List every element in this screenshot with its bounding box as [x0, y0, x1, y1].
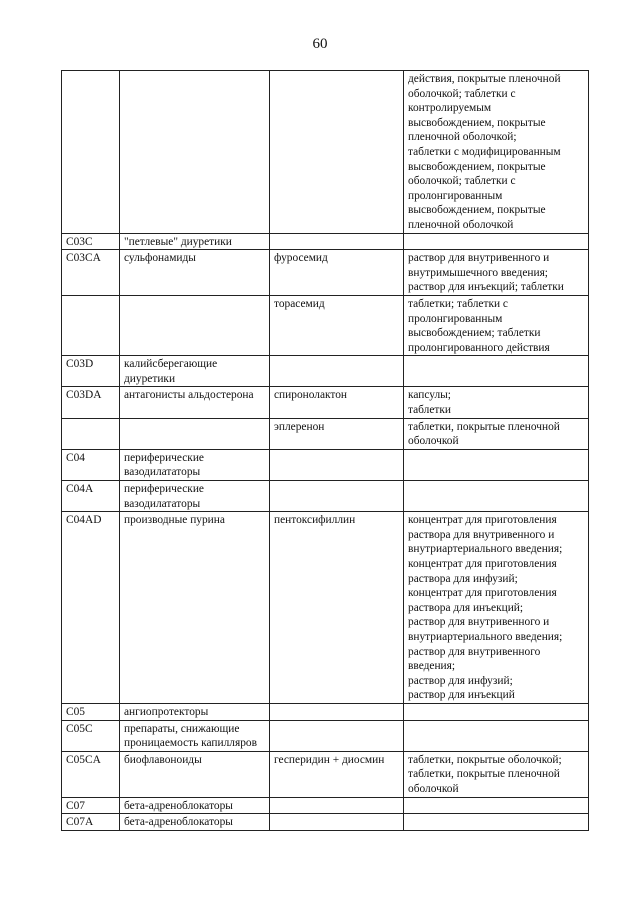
- drug-name-cell: [270, 797, 404, 814]
- atc-code-cell: C05C: [62, 720, 120, 751]
- dosage-form-line: концентрат для приготовления: [408, 587, 557, 600]
- anatomic-group-cell: препараты, снижающие проницаемость капилляров: [120, 720, 270, 751]
- dosage-form-cell: [404, 797, 589, 814]
- table-row: [62, 71, 589, 234]
- anatomic-group-cell: биофлавоноиды: [120, 751, 270, 797]
- drug-name-cell: торасемид: [270, 295, 404, 355]
- dosage-form-line: раствор для внутривенного и: [408, 252, 550, 265]
- table-row: [62, 449, 589, 480]
- table-row: [62, 751, 589, 797]
- anatomic-group-cell: производные пурина: [120, 512, 270, 704]
- table-row: [62, 418, 589, 449]
- atc-code-cell: C04A: [62, 481, 120, 512]
- dosage-form-cell: [404, 387, 589, 418]
- anatomic-group-cell: периферические вазодилататоры: [120, 481, 270, 512]
- atc-code-cell: C05CA: [62, 751, 120, 797]
- anatomic-group-cell: сульфонамиды: [120, 250, 270, 296]
- drug-name-cell: [270, 720, 404, 751]
- dosage-form-cell: [404, 449, 589, 480]
- dosage-form-line: высвобождением, покрытые: [408, 204, 546, 217]
- dosage-form-cell: [404, 512, 589, 704]
- atc-code-cell: [62, 71, 120, 234]
- anatomic-group-cell: [120, 71, 270, 234]
- anatomic-group-cell: бета-адреноблокаторы: [120, 797, 270, 814]
- dosage-form-line: раствор для внутривенного и: [408, 616, 550, 629]
- dosage-form-line: раствора для инфузий;: [408, 572, 518, 585]
- dosage-form-line: концентрат для приготовления: [408, 514, 557, 527]
- drug-name-cell: [270, 71, 404, 234]
- table-row: [62, 295, 589, 355]
- dosage-form-cell: [404, 233, 589, 250]
- anatomic-group-cell: [120, 418, 270, 449]
- table-row: [62, 703, 589, 720]
- atc-code-cell: C07A: [62, 814, 120, 831]
- dosage-form-line: внутриартериального введения;: [408, 630, 563, 643]
- dosage-form-line: пролонгированного действия: [408, 341, 550, 354]
- dosage-form-line: пленочной оболочкой: [408, 218, 514, 231]
- anatomic-group-cell: антагонисты альдостерона: [120, 387, 270, 418]
- dosage-form-cell: [404, 356, 589, 387]
- atc-code-cell: C07: [62, 797, 120, 814]
- atc-code-cell: C03DA: [62, 387, 120, 418]
- dosage-form-line: таблетки, покрытые оболочкой;: [408, 753, 562, 766]
- drug-name-cell: гесперидин + диосмин: [270, 751, 404, 797]
- drug-table: [61, 70, 589, 831]
- drug-name-cell: [270, 481, 404, 512]
- dosage-form-line: оболочкой: [408, 782, 459, 795]
- drug-name-cell: спиронолактон: [270, 387, 404, 418]
- atc-code-cell: [62, 418, 120, 449]
- atc-code-cell: C03C: [62, 233, 120, 250]
- dosage-form-line: раствор для внутривенного: [408, 645, 541, 658]
- drug-name-cell: эплеренон: [270, 418, 404, 449]
- dosage-form-line: таблетки, покрытые пленочной: [408, 768, 560, 781]
- dosage-form-cell: [404, 481, 589, 512]
- anatomic-group-cell: бета-адреноблокаторы: [120, 814, 270, 831]
- page-number: 60: [312, 36, 328, 52]
- dosage-form-line: оболочкой; таблетки с: [408, 175, 516, 188]
- dosage-form-cell: [404, 703, 589, 720]
- table-row: [62, 797, 589, 814]
- dosage-form-line: внутримышечного введения;: [408, 266, 548, 279]
- dosage-form-line: капсулы;: [408, 389, 451, 402]
- dosage-form-cell: [404, 295, 589, 355]
- dosage-form-line: раствор для инфузий;: [408, 674, 513, 687]
- atc-code-cell: C05: [62, 703, 120, 720]
- dosage-form-cell: [404, 71, 589, 234]
- dosage-form-line: высвобождением, покрытые: [408, 116, 546, 129]
- anatomic-group-cell: "петлевые" диуретики: [120, 233, 270, 250]
- dosage-form-line: пролонгированным: [408, 189, 503, 202]
- dosage-form-cell: [404, 814, 589, 831]
- dosage-form-line: действия, покрытые пленочной: [408, 73, 561, 85]
- table-row: [62, 481, 589, 512]
- drug-name-cell: [270, 233, 404, 250]
- table-row: [62, 233, 589, 250]
- anatomic-group-cell: калийсберегающие диуретики: [120, 356, 270, 387]
- atc-code-cell: C03CA: [62, 250, 120, 296]
- atc-code-cell: C04: [62, 449, 120, 480]
- table-row: [62, 387, 589, 418]
- atc-code-cell: C03D: [62, 356, 120, 387]
- dosage-form-line: пленочной оболочкой;: [408, 131, 517, 144]
- dosage-form-line: концентрат для приготовления: [408, 558, 557, 570]
- anatomic-group-cell: ангиопротекторы: [120, 703, 270, 720]
- anatomic-group-cell: периферические вазодилататоры: [120, 449, 270, 480]
- dosage-form-line: раствор для инъекций: [408, 689, 515, 702]
- drug-name-cell: [270, 703, 404, 720]
- dosage-form-cell: [404, 751, 589, 797]
- dosage-form-line: внутриартериального введения;: [408, 543, 563, 556]
- table-row: [62, 512, 589, 704]
- dosage-form-line: высвобождением; таблетки: [408, 327, 541, 340]
- dosage-form-cell: [404, 250, 589, 296]
- table-row: [62, 356, 589, 387]
- dosage-form-cell: [404, 720, 589, 751]
- anatomic-group-cell: [120, 295, 270, 355]
- dosage-form-line: пролонгированным: [408, 312, 503, 325]
- dosage-form-line: раствора для внутривенного и: [408, 528, 555, 541]
- atc-code-cell: C04AD: [62, 512, 120, 704]
- atc-code-cell: [62, 295, 120, 355]
- table-row: [62, 720, 589, 751]
- dosage-form-line: контролируемым: [408, 102, 492, 115]
- dosage-form-line: оболочкой; таблетки с: [408, 87, 516, 100]
- dosage-form-line: оболочкой: [408, 435, 459, 448]
- dosage-form-line: таблетки с модифицированным: [408, 145, 561, 158]
- drug-name-cell: [270, 814, 404, 831]
- dosage-form-line: таблетки; таблетки с: [408, 297, 508, 310]
- dosage-form-line: таблетки, покрытые пленочной: [408, 420, 560, 433]
- table-row: [62, 250, 589, 296]
- dosage-form-cell: [404, 418, 589, 449]
- drug-name-cell: пентоксифиллин: [270, 512, 404, 704]
- dosage-form-line: раствора для инъекций;: [408, 601, 524, 614]
- drug-name-cell: [270, 356, 404, 387]
- table-row: [62, 814, 589, 831]
- drug-name-cell: фуросемид: [270, 250, 404, 296]
- dosage-form-line: таблетки: [408, 404, 452, 417]
- dosage-form-line: раствор для инъекций; таблетки: [408, 281, 564, 294]
- dosage-form-line: введения;: [408, 660, 456, 673]
- dosage-form-line: высвобождением, покрытые: [408, 160, 546, 173]
- drug-name-cell: [270, 449, 404, 480]
